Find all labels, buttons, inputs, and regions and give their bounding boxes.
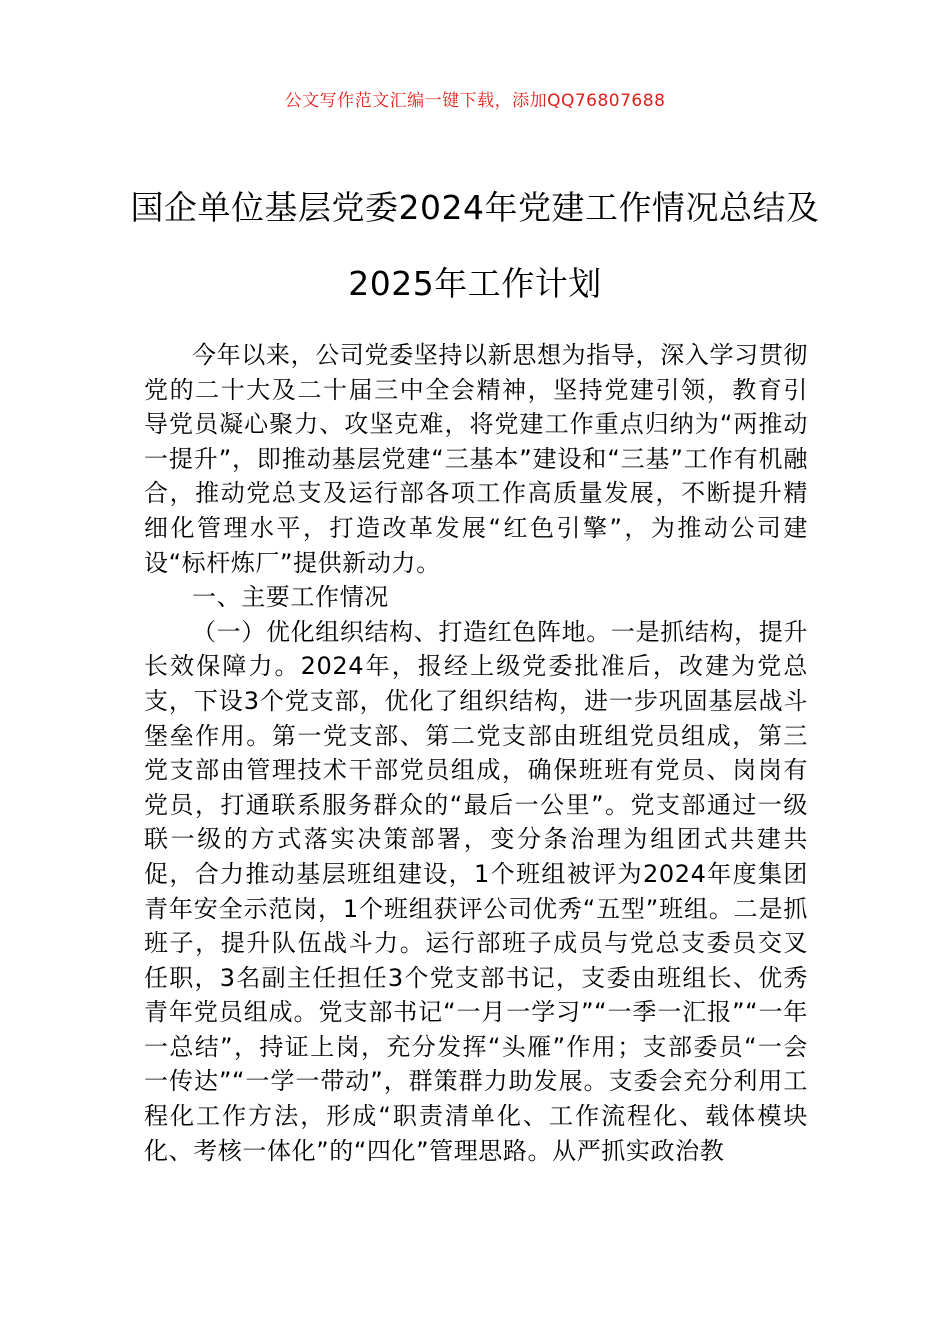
- promo-header: 公文写作范文汇编一键下载，添加QQ76807688: [284, 91, 666, 111]
- body-paragraph: （一）优化组织结构、打造红色阵地。一是抓结构，提升长效保障力。2024年，报经上级党委批准后，改建为党总支，下设3个党支部，优化了组织结构，进一步巩固基层战斗堡垒作用。第一党支部、第二党支部由班组党员组成，第三党支部由管理技术干部党员组成，确保班班有党员、岗岗有党员，打通联系服务群众的“最后一公里”。党支部通过一级联一级的方式落实决策部署，变分条治理为组团式共建共促，合力推动基层班组建设，1个班组被评为2024年度集团青年安全示范岗，1个班组获评公司优秀“五型”班组。二是抓班子，提升队伍战斗力。运行部班子成员与党总支委员交叉任职，3名副主任担任3个党支部书记，支委由班组长、优秀青年党员组成。党支部书记“一月一学习”“一季一汇报”“一年一总结”，持证上岗，充分发挥“头雁”作用；支部委员“一会一传达”“一学一带动”，群策群力助发展。支委会充分利用工程化工作方法，形成“职责清单化、工作流程化、载体模块化、考核一体化”的“四化”管理思路。从严抓实政治教: [144, 617, 808, 1165]
- document-title: 国企单位基层党委2024年党建工作情况总结及2025年工作计划: [130, 188, 820, 303]
- section-heading: 一、主要工作情况: [192, 583, 389, 612]
- intro-paragraph: 今年以来，公司党委坚持以新思想为指导，深入学习贯彻党的二十大及二十届三中全会精神，坚持党建引领，教育引导党员凝心聚力、攻坚克难，将党建工作重点归纳为“两推动一提升”，即推动基层党建“三基本”建设和“三基”工作有机融合，推动党总支及运行部各项工作高质量发展，不断提升精细化管理水平，打造改革发展“红色引擎”，为推动公司建设“标杆炼厂”提供新动力。: [144, 341, 808, 577]
- document-body: [144, 338, 808, 1168]
